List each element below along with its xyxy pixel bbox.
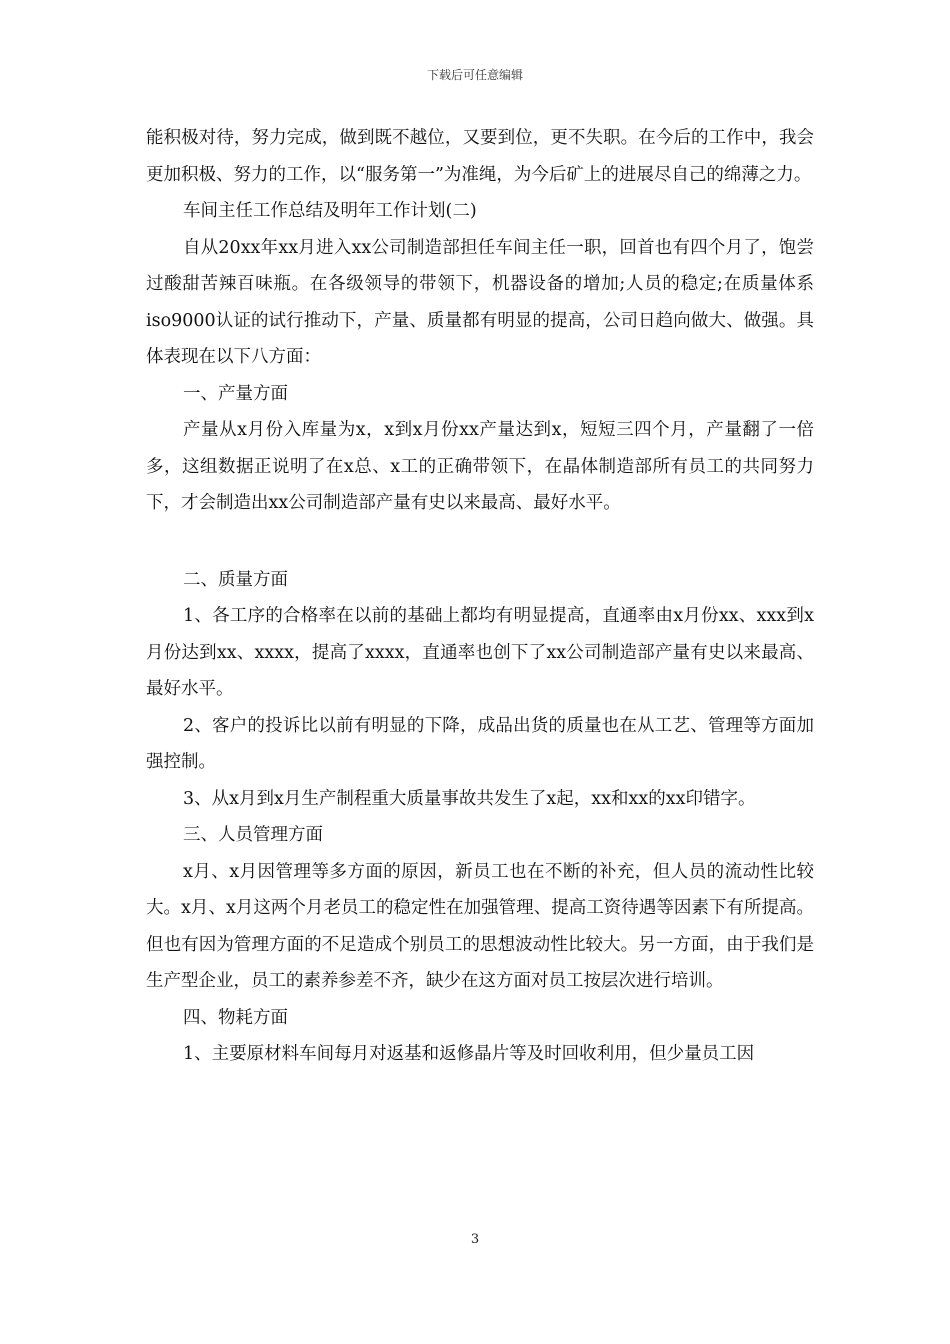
section-title: 车间主任工作总结及明年工作计划(二) [183,201,477,221]
paragraph-quality-2: 2、客户的投诉比以前有明显的下降，成品出货的质量也在从工艺、管理等方面加强控制。 [146,715,814,772]
heading-personnel: 三、人员管理方面 [183,825,323,845]
paragraph-materials-1: 1、主要原材料车间每月对返基和返修晶片等及时回收利用，但少量员工因 [183,1044,755,1064]
paragraph-quality-3: 3、从x月到x月生产制程重大质量事故共发生了x起，xx和xx的xx印错字。 [183,788,756,809]
paragraph-output: 产量从x月份入库量为x，x到x月份xx产量达到x，短短三四个月，产量翻了一倍多，这组数据正说明了在x总、x工的正确带领下，在晶体制造部所有员工的共同努力下，才会制造出xx公司制造部产量有史以来最高、最好水平。 [146,420,814,513]
paragraph-intro: 自从20xx年xx月进入xx公司制造部担任车间主任一职，回首也有四个月了，饱尝过酸甜苦辣百味瓶。在各级领导的带领下，机器设备的增加;人员的稳定;在质量体系iso9000认证的试行推动下，产量、质量都有明显的提高，公司日趋向做大、做强。具体表现在以下八方面： [146,237,814,367]
heading-output: 一、产量方面 [183,383,288,404]
paragraph-continuation: 能积极对待，努力完成，做到既不越位，又要到位，更不失职。在今后的工作中，我会更加积极、努力的工作，以“服务第一”为准绳，为今后矿上的进展尽自己的绵薄之力。 [146,128,814,185]
paragraph-quality-1: 1、各工序的合格率在以前的基础上都均有明显提高，直通率由x月份xx、xxx到x月份达到xx、xxxx，提高了xxxx，直通率也创下了xx公司制造部产量有史以来最高、最好水平。 [146,606,814,699]
heading-quality: 二、质量方面 [183,569,288,590]
paragraph-personnel: x月、x月因管理等多方面的原因，新员工也在不断的补充，但人员的流动性比较大。x月、x月这两个月老员工的稳定性在加强管理、提高工资待遇等因素下有所提高。但也有因为管理方面的不足造成个别员工的思想波动性比较大。另一方面，由于我们是生产型企业，员工的素养参差不齐，缺少在这方面对员工按层次进行培训。 [146,861,814,991]
page-number: 3 [470,1232,480,1247]
document-body [146,120,814,1073]
blank-line [146,522,814,562]
heading-materials: 四、物耗方面 [183,1007,288,1028]
page-header: 下载后可任意编辑 [426,68,523,82]
